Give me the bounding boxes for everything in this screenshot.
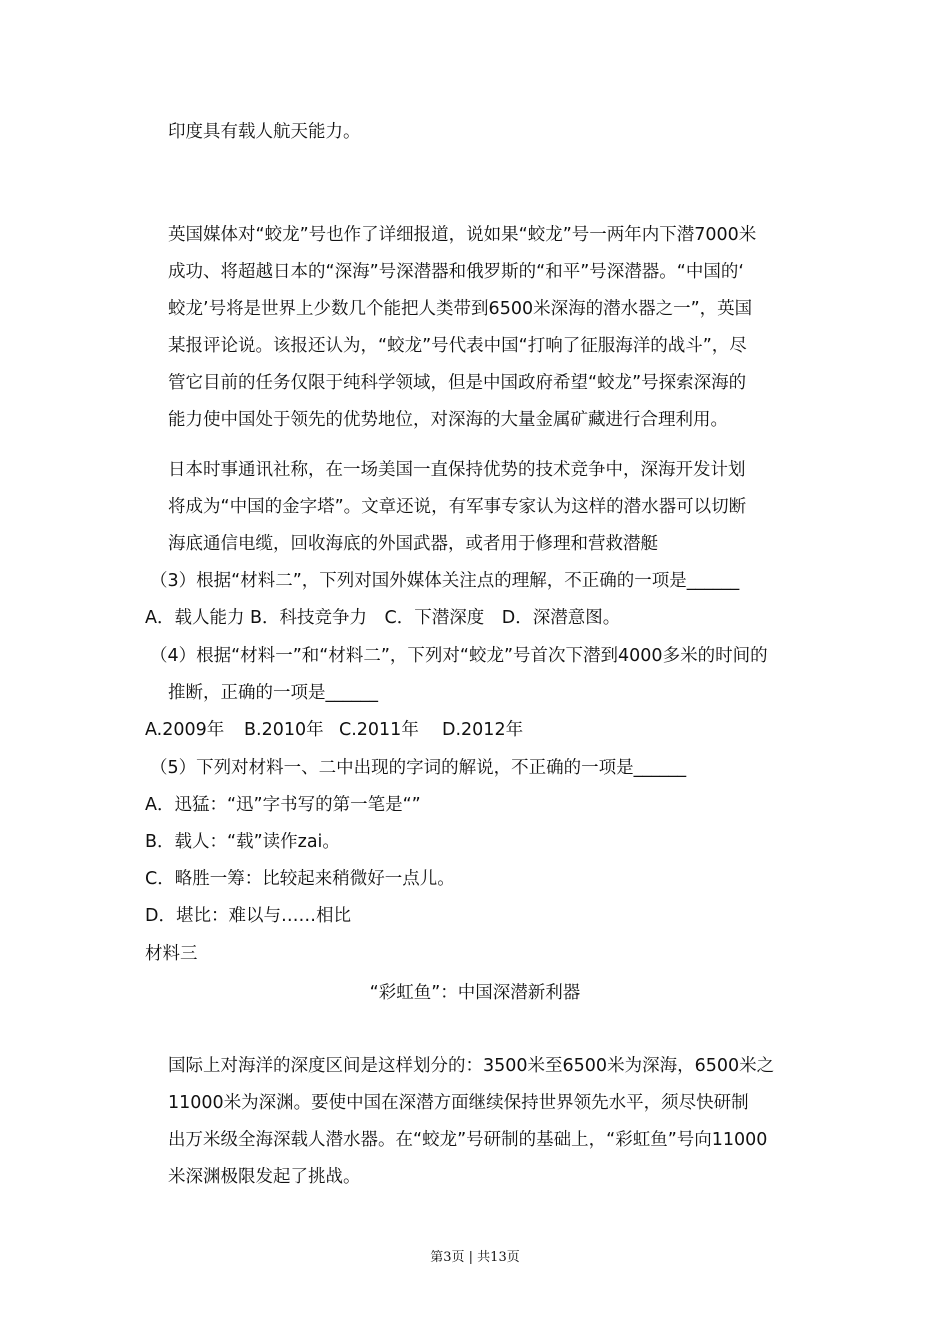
text-line: 蛟龙’号将是世界上少数几个能把人类带到6500米深海的潜水器之一”，英国: [168, 299, 753, 319]
text-line: 印度具有载人航天能力。: [168, 122, 361, 142]
text-line: 将成为“中国的金字塔”。文章还说，有军事专家认为这样的潜水器可以切断: [168, 497, 747, 517]
text-line: 11000米为深渊。要使中国在深潜方面继续保持世界领先水平，须尽快研制: [168, 1093, 749, 1113]
material-3-title: “彩虹鱼”：中国深潜新利器: [369, 983, 581, 1003]
question-4-option-c: C.2011年: [339, 720, 419, 740]
text-line: 海底通信电缆，回收海底的外国武器，或者用于修理和营救潜艇: [168, 534, 658, 554]
question-4-option-a: A.2009年: [145, 720, 225, 740]
question-3-stem: （3）根据“材料二”，下列对国外媒体关注点的理解，不正确的一项是______: [150, 571, 740, 591]
text-line: 某报评论说。该报还认为，“蛟龙”号代表中国“打响了征服海洋的战斗”，尽: [168, 336, 747, 356]
question-5-option-b: B．载人：“载”读作zai。: [145, 832, 340, 852]
text-line: 米深渊极限发起了挑战。: [168, 1167, 361, 1187]
question-4-stem-cont: 推断，正确的一项是______: [168, 683, 378, 703]
text-line: 国际上对海洋的深度区间是这样划分的：3500米至6500米为深海，6500米之: [168, 1056, 775, 1076]
text-line: 日本时事通讯社称，在一场美国一直保持优势的技术竞争中，深海开发计划: [168, 460, 746, 480]
text-line: 英国媒体对“蛟龙”号也作了详细报道，说如果“蛟龙”号一两年内下潜7000米: [168, 225, 757, 245]
question-5-stem: （5）下列对材料一、二中出现的字词的解说，不正确的一项是______: [150, 758, 687, 778]
question-5-option-c: C．略胜一筹：比较起来稍微好一点儿。: [145, 869, 455, 889]
text-line: 出万米级全海深载人潜水器。在“蛟龙”号研制的基础上，“彩虹鱼”号向11000: [168, 1130, 768, 1150]
question-4-stem: （4）根据“材料一”和“材料二”，下列对“蛟龙”号首次下潜到4000多米的时间的: [150, 646, 768, 666]
question-3-options: A．载人能力 B．科技竞争力 C．下潜深度 D．深潜意图。: [145, 608, 621, 628]
page-footer: 第3页 | 共13页: [430, 1250, 520, 1265]
question-4-option-b: B.2010年: [244, 720, 324, 740]
text-line: 成功、将超越日本的“深海”号深潜器和俄罗斯的“和平”号深潜器。“中国的‘: [168, 262, 744, 282]
question-5-option-d: D．堪比：难以与……相比: [145, 906, 351, 926]
question-5-option-a: A．迅猛：“迅”字书写的第一笔是“”: [145, 795, 421, 815]
material-3-label: 材料三: [145, 944, 198, 964]
question-4-option-d: D.2012年: [442, 720, 524, 740]
text-line: 能力使中国处于领先的优势地位，对深海的大量金属矿藏进行合理利用。: [168, 410, 728, 430]
text-line: 管它目前的任务仅限于纯科学领域，但是中国政府希望“蛟龙”号探索深海的: [168, 373, 747, 393]
